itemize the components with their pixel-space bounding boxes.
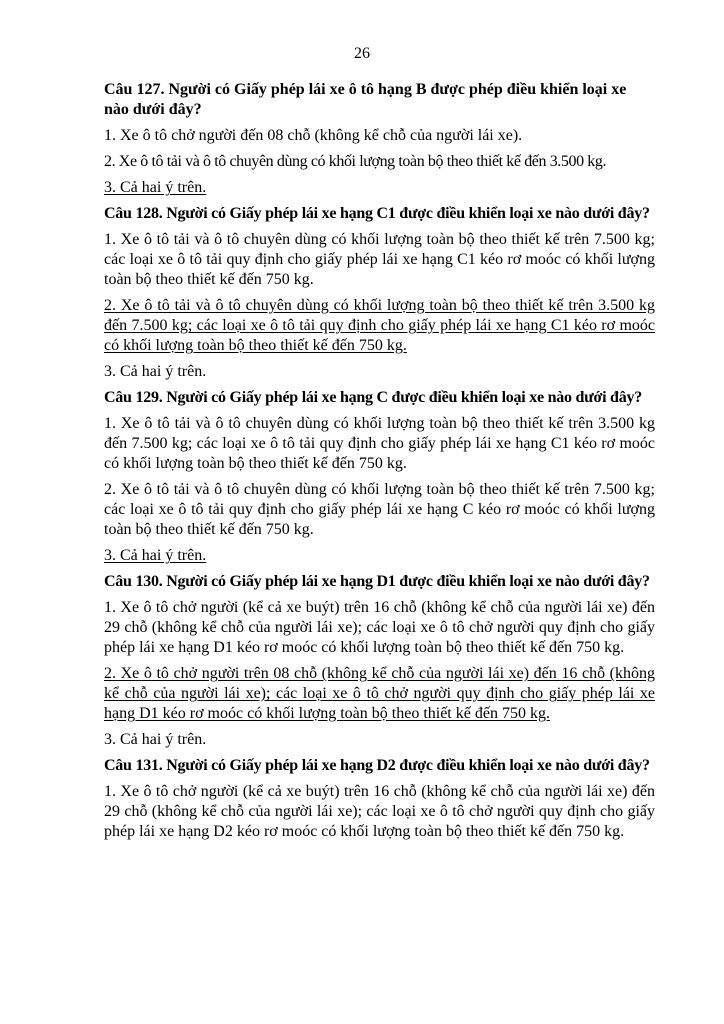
question-block-129 — [104, 388, 655, 566]
question-128-option-1: 1. Xe ô tô tải và ô tô chuyên dùng có khối lượng toàn bộ theo thiết kế trên 7.500 kg; các loại xe ô tô tải quy định cho giấy phép lái xe hạng C1 kéo rơ moóc có khối lượng toàn bộ theo thiết kế đến 750 kg. — [104, 231, 655, 288]
question-title-127: Câu 127. Người có Giấy phép lái xe ô tô hạng B được phép điều khiển loại xe nào dưới đây? — [104, 81, 627, 118]
question-block-131 — [104, 756, 655, 842]
question-128-option-2-correct: 2. Xe ô tô tải và ô tô chuyên dùng có khối lượng toàn bộ theo thiết kế trên 3.500 kg đến 7.500 kg; các loại xe ô tô tải quy định cho giấy phép lái xe hạng C1 kéo rơ moóc có khối lượng toàn bộ theo thiết kế đến 750 kg. — [104, 297, 655, 354]
question-127-option-3-correct: 3. Cả hai ý trên. — [104, 179, 207, 196]
question-title-131: Câu 131. Người có Giấy phép lái xe hạng D2 được điều khiển loại xe nào dưới đây? — [104, 757, 650, 774]
question-129-option-2: 2. Xe ô tô tải và ô tô chuyên dùng có khối lượng toàn bộ theo thiết kế trên 7.500 kg; các loại xe ô tô tải quy định cho giấy phép lái xe hạng C kéo rơ moóc có khối lượng toàn bộ theo thiết kế đến 750 kg. — [104, 481, 655, 538]
question-title-128: Câu 128. Người có Giấy phép lái xe hạng C1 được điều khiển loại xe nào dưới đây? — [104, 205, 650, 222]
question-title-130: Câu 130. Người có Giấy phép lái xe hạng D1 được điều khiển loại xe nào dưới đây? — [104, 573, 650, 590]
page-number: 26 — [354, 45, 370, 62]
question-title-129: Câu 129. Người có Giấy phép lái xe hạng C được điều khiển loại xe nào dưới đây? — [104, 389, 642, 406]
question-130-option-1: 1. Xe ô tô chở người (kể cả xe buýt) trên 16 chỗ (không kể chỗ của người lái xe) đến 29 chỗ (không kể chỗ của người lái xe); các loại xe ô tô chở người quy định cho giấy phép lái xe hạng D1 kéo rơ moóc có khối lượng toàn bộ theo thiết kế đến 750 kg. — [104, 599, 655, 656]
document-body — [104, 80, 655, 848]
question-129-option-1: 1. Xe ô tô tải và ô tô chuyên dùng có khối lượng toàn bộ theo thiết kế trên 3.500 kg đến 7.500 kg; các loại xe ô tô tải quy định cho giấy phép lái xe hạng C1 kéo rơ moóc có khối lượng toàn bộ theo thiết kế đến 750 kg. — [104, 415, 655, 472]
question-block-130 — [104, 572, 655, 750]
question-127-option-1: 1. Xe ô tô chở người đến 08 chỗ (không kể chỗ của người lái xe). — [104, 127, 523, 144]
question-block-128 — [104, 204, 655, 382]
question-130-option-3: 3. Cả hai ý trên. — [104, 731, 207, 748]
question-129-option-3-correct: 3. Cả hai ý trên. — [104, 547, 207, 564]
question-130-option-2-correct: 2. Xe ô tô chở người trên 08 chỗ (không kể chỗ của người lái xe) đến 16 chỗ (không kể chỗ của người lái xe); các loại xe ô tô chở người quy định cho giấy phép lái xe hạng D1 kéo rơ moóc có khối lượng toàn bộ theo thiết kế đến 750 kg. — [104, 665, 655, 722]
question-127-option-2: 2. Xe ô tô tải và ô tô chuyên dùng có khối lượng toàn bộ theo thiết kế đến 3.500 kg. — [104, 153, 607, 170]
question-block-127 — [104, 80, 655, 198]
question-131-option-1: 1. Xe ô tô chở người (kể cả xe buýt) trên 16 chỗ (không kể chỗ của người lái xe) đến 29 chỗ (không kể chỗ của người lái xe); các loại xe ô tô chở người quy định cho giấy phép lái xe hạng D2 kéo rơ moóc có khối lượng toàn bộ theo thiết kế đến 750 kg. — [104, 783, 655, 840]
question-128-option-3: 3. Cả hai ý trên. — [104, 363, 207, 380]
